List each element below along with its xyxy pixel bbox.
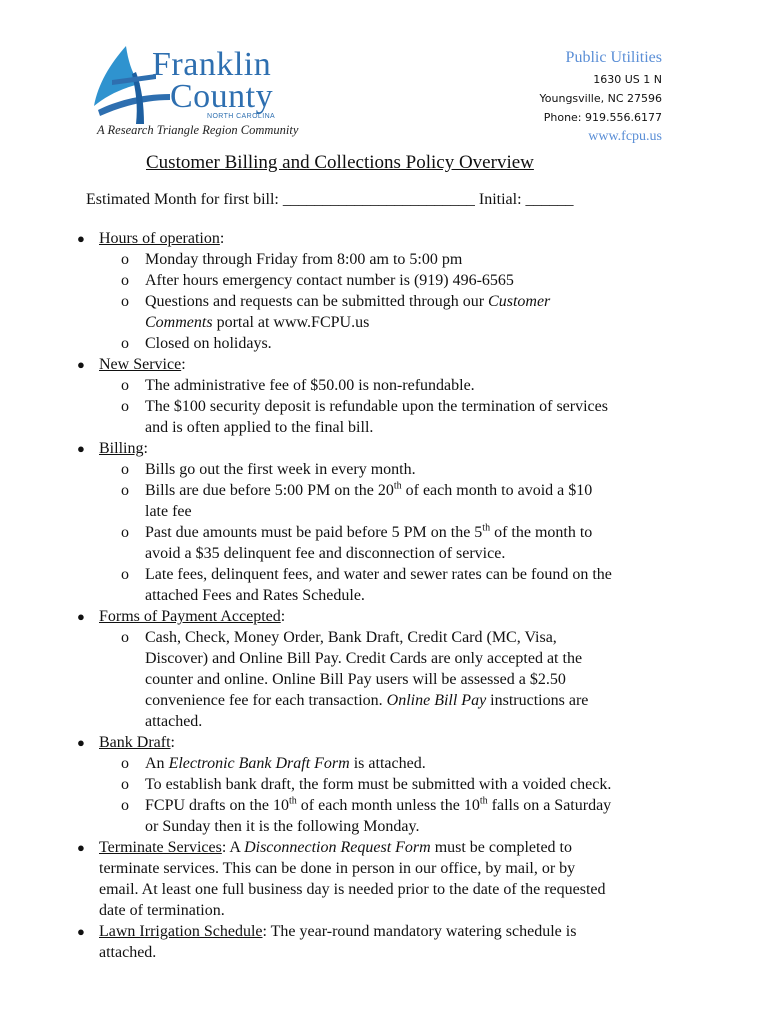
address-line-1: 1630 US 1 N — [593, 73, 662, 86]
bullet-icon: ● — [77, 840, 85, 855]
list-item: o Closed on holidays. — [121, 335, 272, 352]
estimate-line — [86, 191, 574, 209]
list-item: o After hours emergency contact number is (919) 496-6565 — [121, 272, 514, 289]
estimate-blank[interactable]: ________________________ — [282, 191, 475, 208]
list-item: o The $100 security deposit is refundable upon the termination of services and is often applied to the final bill. — [121, 398, 608, 436]
section-heading: Hours of operation — [99, 230, 220, 247]
list-item: o To establish bank draft, the form must be submitted with a voided check. — [121, 776, 612, 793]
estimate-label: Estimated Month for first bill: — [86, 191, 279, 208]
list-item: o Cash, Check, Money Order, Bank Draft, Credit Card (MC, Visa, Discover) and Online Bill Pay. Credit Cards are only accepted at the counter and online. Online Bill Pay users will be assessed a $2.50 convenience fee for each transaction. Online Bill Pay instructions are attached. — [121, 629, 589, 730]
policy-body — [76, 228, 680, 963]
logo-state: NORTH CAROLINA — [207, 113, 276, 120]
section-billing: ● Billing: o Bills go out the first week in every month. o Bills are due before 5:00 PM on the 20th of each month to avoid a $10 late fee o Past due amounts must be paid before 5 PM on the 5th of the month to avoid a $35 delinquent fee and disconnection of service. o Late fees, delinquent fees, and water and sewer rates can be found on the attached Fees and Rates Schedule. — [76, 438, 680, 606]
address-line-2: Youngsville, NC 27596 — [539, 92, 662, 105]
phone-number: Phone: 919.556.6177 — [543, 111, 662, 124]
bullet-icon: ● — [77, 609, 85, 624]
initial-blank[interactable]: ______ — [525, 191, 574, 208]
bullet-icon: ● — [77, 924, 85, 939]
list-item: o Bills go out the first week in every month. — [121, 461, 416, 478]
list-item: o The administrative fee of $50.00 is non-refundable. — [121, 377, 475, 394]
section-heading: New Service — [99, 356, 182, 373]
list-item: o Questions and requests can be submitted through our Customer Comments portal at www.FCPU.us — [121, 293, 551, 331]
bullet-icon: ● — [77, 231, 85, 246]
section-heading: Terminate Services — [99, 839, 222, 856]
logo-tagline: A Research Triangle Region Community — [97, 123, 299, 137]
department-name: Public Utilities — [565, 49, 662, 66]
contact-block — [540, 48, 662, 147]
logo-word-county: County — [170, 78, 274, 115]
section-bank-draft: ● Bank Draft: o An Electronic Bank Draft Form is attached. o To establish bank draft, the form must be submitted with a voided check. o FCPU drafts on the 10th of each month unless the 10th falls on a Saturday or Sunday then it is the following Monday. — [76, 732, 680, 837]
section-terminate: ● Terminate Services: A Disconnection Request Form must be completed to terminate services. This can be done in person in our office, by mail, or by email. At least one full business day is needed prior to the date of the requested date of termination. — [77, 839, 606, 919]
bullet-icon: ● — [77, 735, 85, 750]
website-link[interactable]: www.fcpu.us — [588, 129, 662, 144]
list-item: o Bills are due before 5:00 PM on the 20th of each month to avoid a $10 late fee — [121, 480, 593, 520]
bullet-icon: ● — [77, 357, 85, 372]
section-lawn-irrigation: ● Lawn Irrigation Schedule: The year-round mandatory watering schedule is attached. — [77, 923, 577, 961]
section-hours: ● Hours of operation: o Monday through Friday from 8:00 am to 5:00 pm o After hours emergency contact number is (919) 496-6565 o Questions and requests can be submitted through our Customer Comments portal at www.FCPU.us o Closed on holidays. — [76, 228, 680, 354]
section-payment: ● Forms of Payment Accepted: o Cash, Check, Money Order, Bank Draft, Credit Card (MC, Visa, Discover) and Online Bill Pay. Credit Cards are only accepted at the counter and online. Online Bill Pay users will be assessed a $2.50 convenience fee for each transaction. Online Bill Pay instructions are attached. — [76, 606, 680, 732]
franklin-county-logo — [92, 44, 302, 142]
section-heading: Forms of Payment Accepted — [99, 608, 281, 625]
section-heading: Lawn Irrigation Schedule — [99, 923, 263, 940]
document-title: Customer Billing and Collections Policy Overview — [146, 152, 534, 173]
logo-word-franklin: Franklin — [152, 46, 272, 83]
initial-label: Initial: — [478, 191, 522, 208]
list-item: o FCPU drafts on the 10th of each month unless the 10th falls on a Saturday or Sunday then it is the following Monday. — [121, 795, 612, 835]
section-heading: Billing — [99, 440, 144, 457]
list-item: o Late fees, delinquent fees, and water and sewer rates can be found on the attached Fees and Rates Schedule. — [121, 566, 612, 604]
section-heading: Bank Draft — [99, 734, 171, 751]
list-item: o Past due amounts must be paid before 5 PM on the 5th of the month to avoid a $35 delinquent fee and disconnection of service. — [121, 522, 593, 562]
bullet-icon: ● — [77, 441, 85, 456]
section-new-service: ● New Service: o The administrative fee of $50.00 is non-refundable. o The $100 security deposit is refundable upon the termination of services and is often applied to the final bill. — [76, 354, 680, 438]
list-item: o An Electronic Bank Draft Form is attached. — [121, 755, 426, 772]
list-item: o Monday through Friday from 8:00 am to 5:00 pm — [121, 251, 463, 268]
